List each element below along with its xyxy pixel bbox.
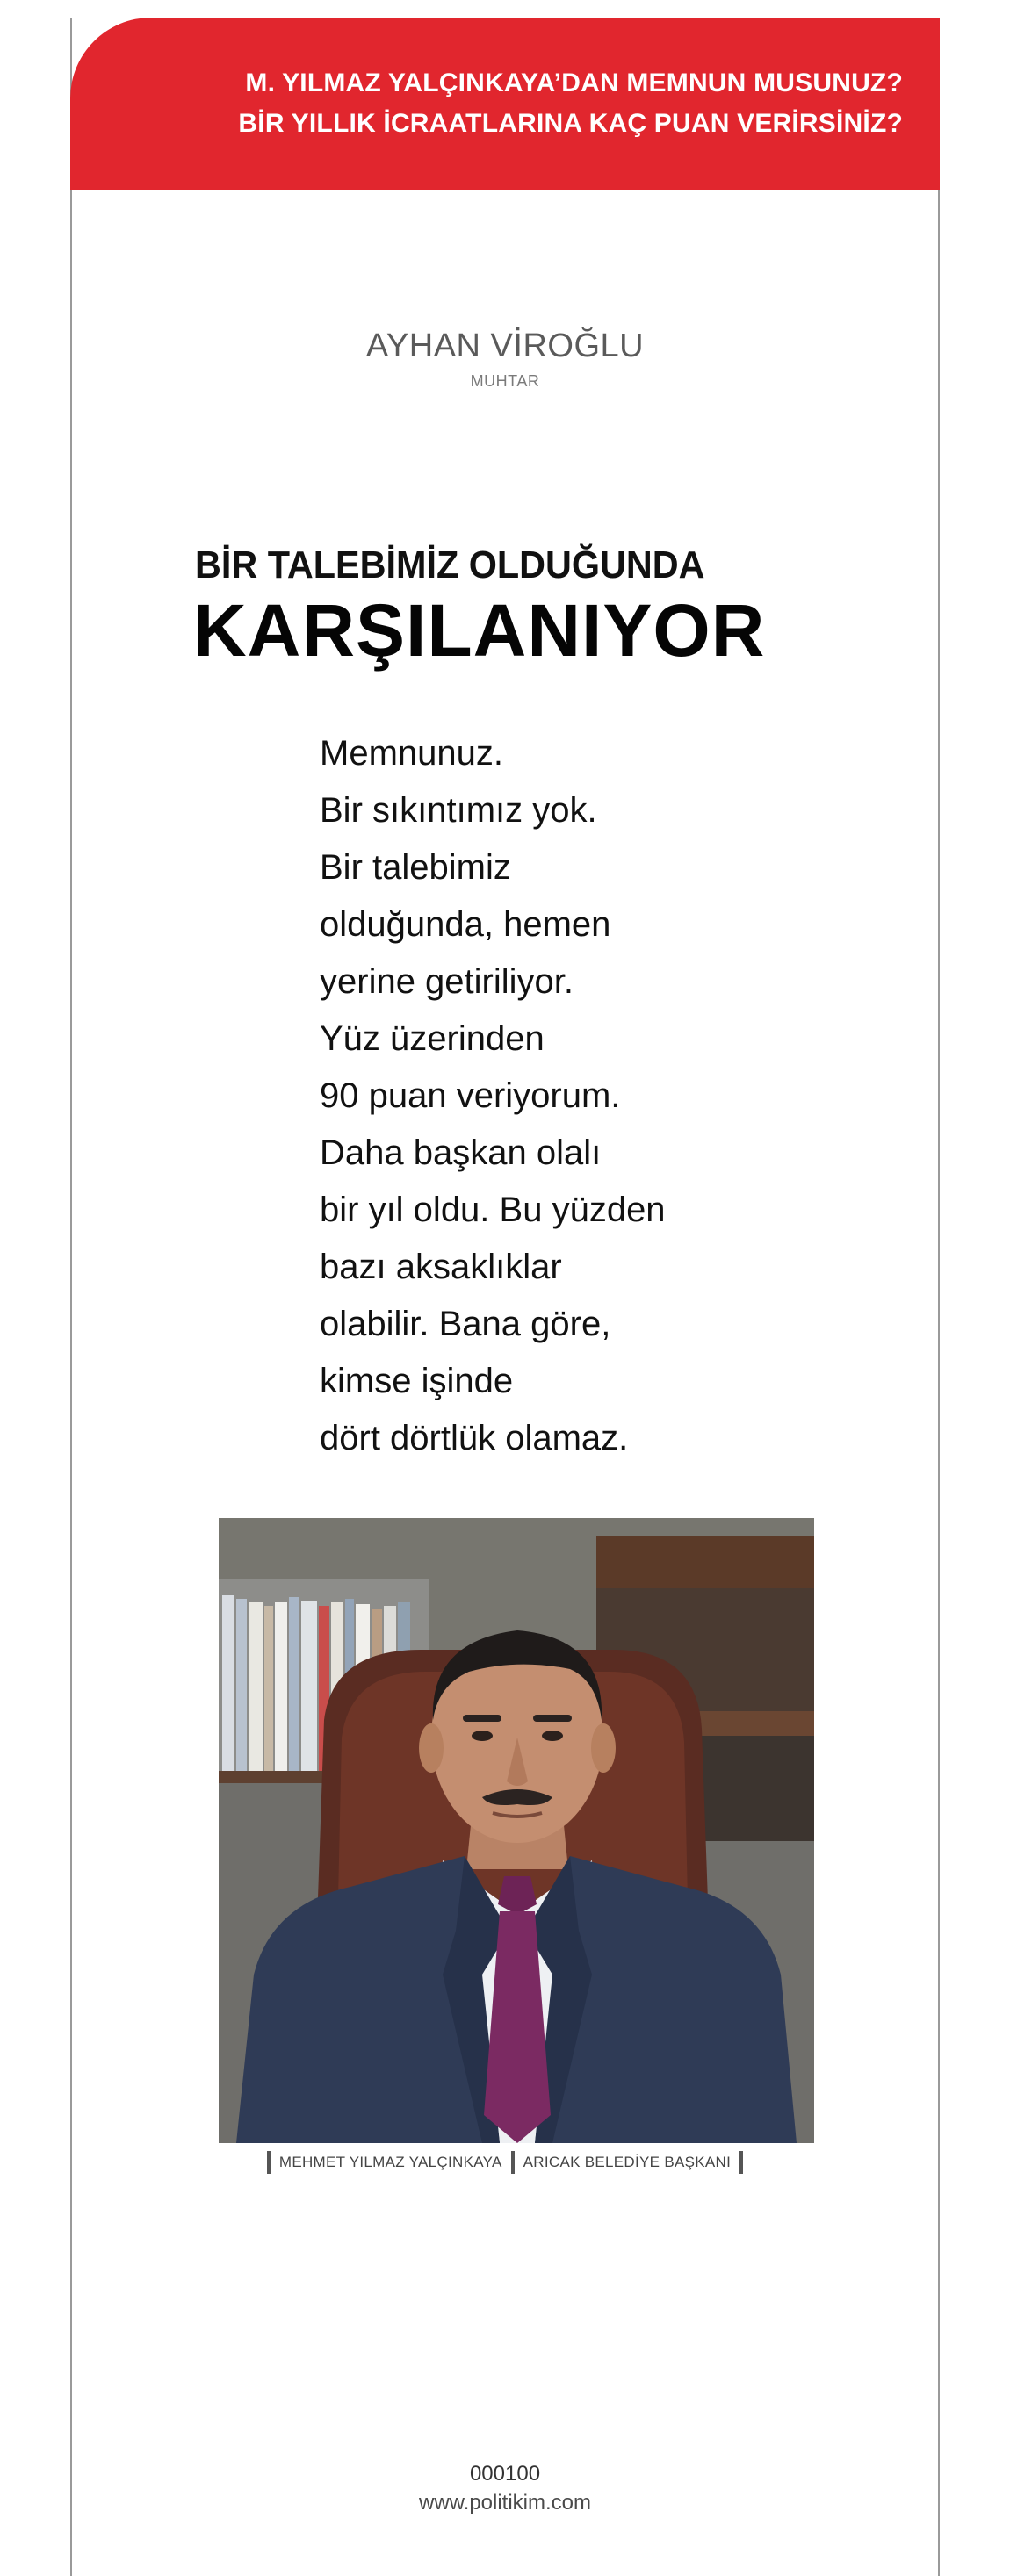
quote-line: dört dörtlük olamaz.	[320, 1419, 629, 1457]
quote-line: kimse işinde	[320, 1362, 514, 1400]
quote-line: Bir sıkıntımız yok.	[320, 791, 597, 830]
quote-line: Memnunuz.	[320, 734, 503, 773]
quote-line: Daha başkan olalı	[320, 1133, 602, 1172]
caption-role: ARICAK BELEDİYE BAŞKANI	[523, 2154, 732, 2170]
caption-divider	[739, 2151, 743, 2174]
author-block	[70, 327, 940, 391]
portrait-illustration	[219, 1518, 814, 2143]
quote-line: olduğunda, hemen	[320, 905, 611, 944]
author-title: MUHTAR	[470, 372, 540, 390]
author-name: AYHAN VİROĞLU	[365, 327, 645, 364]
quote-line: yerine getiriliyor.	[320, 962, 574, 1001]
header-question-line-1: M. YILMAZ YALÇINKAYA’DAN MEMNUN MUSUNUZ?	[245, 68, 903, 97]
quote-line: Yüz üzerinden	[320, 1019, 545, 1058]
caption-divider	[267, 2151, 271, 2174]
caption-divider	[511, 2151, 515, 2174]
header-question-line-2: BİR YILLIK İCRAATLARINA KAÇ PUAN VERİRSİNİZ?	[238, 109, 903, 138]
header-banner	[70, 18, 940, 190]
quote-line: olabilir. Bana göre,	[320, 1305, 611, 1343]
headline-kicker: BİR TALEBİMİZ OLDUĞUNDA	[195, 543, 705, 586]
caption-name: MEHMET YILMAZ YALÇINKAYA	[278, 2154, 502, 2170]
quote-line: bazı aksaklıklar	[320, 1248, 562, 1286]
quote-line: 90 puan veriyorum.	[320, 1076, 621, 1115]
quote-body	[320, 725, 776, 1467]
quote-line: Bir talebimiz	[320, 848, 511, 887]
footer-code: 000100	[469, 2462, 541, 2486]
footer	[70, 2460, 940, 2518]
headline-main: KARŞILANIYOR	[193, 589, 766, 672]
photo-caption	[70, 2151, 940, 2174]
quote-line: bir yıl oldu. Bu yüzden	[320, 1191, 666, 1229]
portrait-photo	[219, 1518, 814, 2143]
footer-website-link[interactable]: www.politikim.com	[418, 2491, 592, 2515]
